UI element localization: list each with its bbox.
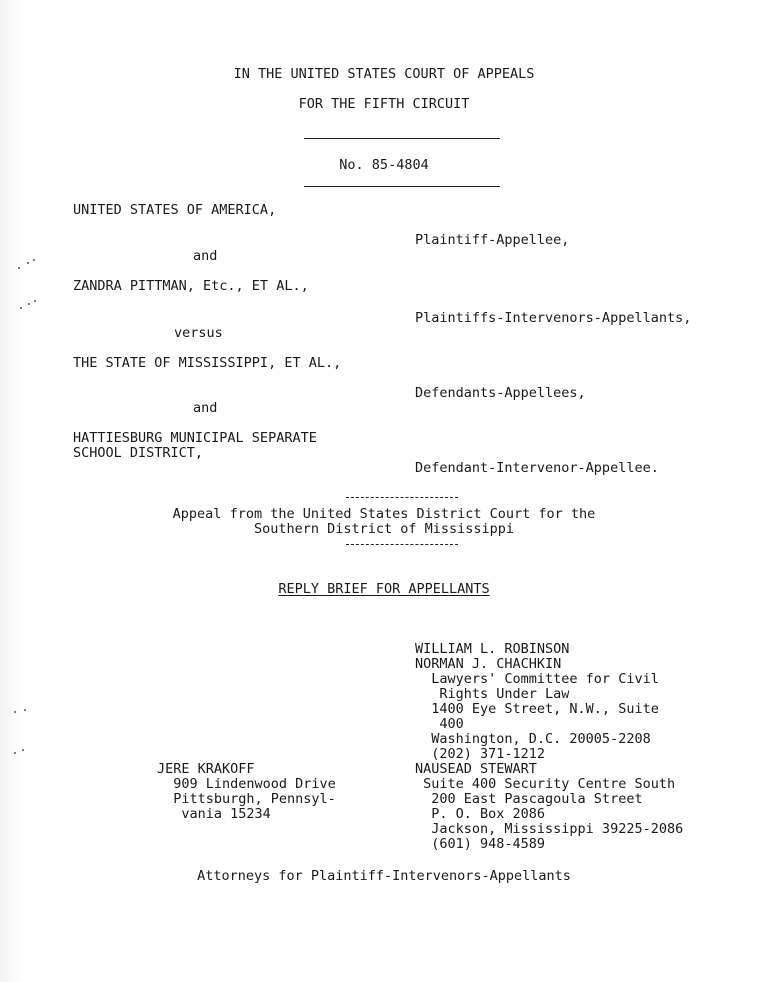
attorney-line: vania 15234 <box>157 806 271 822</box>
case-number: No. 85-4804 <box>339 157 429 173</box>
appeal-line-1: Appeal from the United States District Court for the <box>172 506 596 522</box>
appeal-dash-bottom <box>346 544 458 545</box>
attorney-line: 400 <box>415 716 464 732</box>
attorney-line: Pittsburgh, Pennsyl- <box>157 791 336 807</box>
court-name: IN THE UNITED STATES COURT OF APPEALS <box>233 66 535 82</box>
scan-speck <box>20 307 22 309</box>
party-zandra-pittman: ZANDRA PITTMAN, Etc., ET AL., <box>73 278 309 294</box>
attorney-line: Washington, D.C. 20005-2208 <box>415 731 651 747</box>
attorney-line: Lawyers' Committee for Civil <box>415 671 659 687</box>
role-plaintiffs-intervenors: Plaintiffs-Intervenors-Appellants, <box>415 310 692 326</box>
conjunction-and: and <box>193 248 218 264</box>
scan-speck <box>18 267 20 269</box>
versus-label: versus <box>174 325 223 341</box>
header-rule-top <box>304 138 500 139</box>
role-defendant-intervenor: Defendant-Intervenor-Appellee. <box>415 460 659 476</box>
party-hattiesburg-cont: SCHOOL DISTRICT, <box>73 445 204 461</box>
attorney-line: WILLIAM L. ROBINSON <box>415 641 570 657</box>
appeal-dash-top <box>346 497 458 498</box>
attorney-line: Rights Under Law <box>415 686 570 702</box>
conjunction-and: and <box>193 400 218 416</box>
role-plaintiff-appellee: Plaintiff-Appellee, <box>415 232 570 248</box>
appeal-line-2: Southern District of Mississippi <box>253 521 515 537</box>
attorney-line: Jackson, Mississippi 39225-2086 <box>415 821 684 837</box>
attorney-line: NAUSEAD STEWART <box>415 761 537 777</box>
scan-speck <box>24 709 26 711</box>
attorney-line: P. O. Box 2086 <box>415 806 546 822</box>
attorney-line: (202) 371-1212 <box>415 746 546 762</box>
party-hattiesburg: HATTIESBURG MUNICIPAL SEPARATE <box>73 430 317 446</box>
header-rule-bottom <box>304 186 500 187</box>
attorney-line: JERE KRAKOFF <box>157 761 255 777</box>
scan-speck <box>27 262 29 264</box>
scan-speck <box>34 300 36 302</box>
scan-speck <box>33 259 35 261</box>
scan-speck <box>28 303 30 305</box>
circuit-name: FOR THE FIFTH CIRCUIT <box>298 96 470 112</box>
role-defendants-appellees: Defendants-Appellees, <box>415 385 586 401</box>
party-united-states: UNITED STATES OF AMERICA, <box>73 202 277 218</box>
attorneys-for-label: Attorneys for Plaintiff-Intervenors-Appellants <box>197 868 571 884</box>
scan-speck <box>14 711 16 713</box>
scan-speck <box>14 752 16 754</box>
brief-title: REPLY BRIEF FOR APPELLANTS <box>278 581 490 597</box>
attorney-line: NORMAN J. CHACHKIN <box>415 656 562 672</box>
attorney-line: (601) 948-4589 <box>415 836 546 852</box>
scan-speck <box>22 749 24 751</box>
attorney-line: 1400 Eye Street, N.W., Suite <box>415 701 659 717</box>
attorney-line: 909 Lindenwood Drive <box>157 776 336 792</box>
attorney-line: 200 East Pascagoula Street <box>415 791 643 807</box>
scan-edge-shadow <box>0 0 20 982</box>
attorney-line: Suite 400 Security Centre South <box>415 776 676 792</box>
party-state-of-mississippi: THE STATE OF MISSISSIPPI, ET AL., <box>73 355 342 371</box>
